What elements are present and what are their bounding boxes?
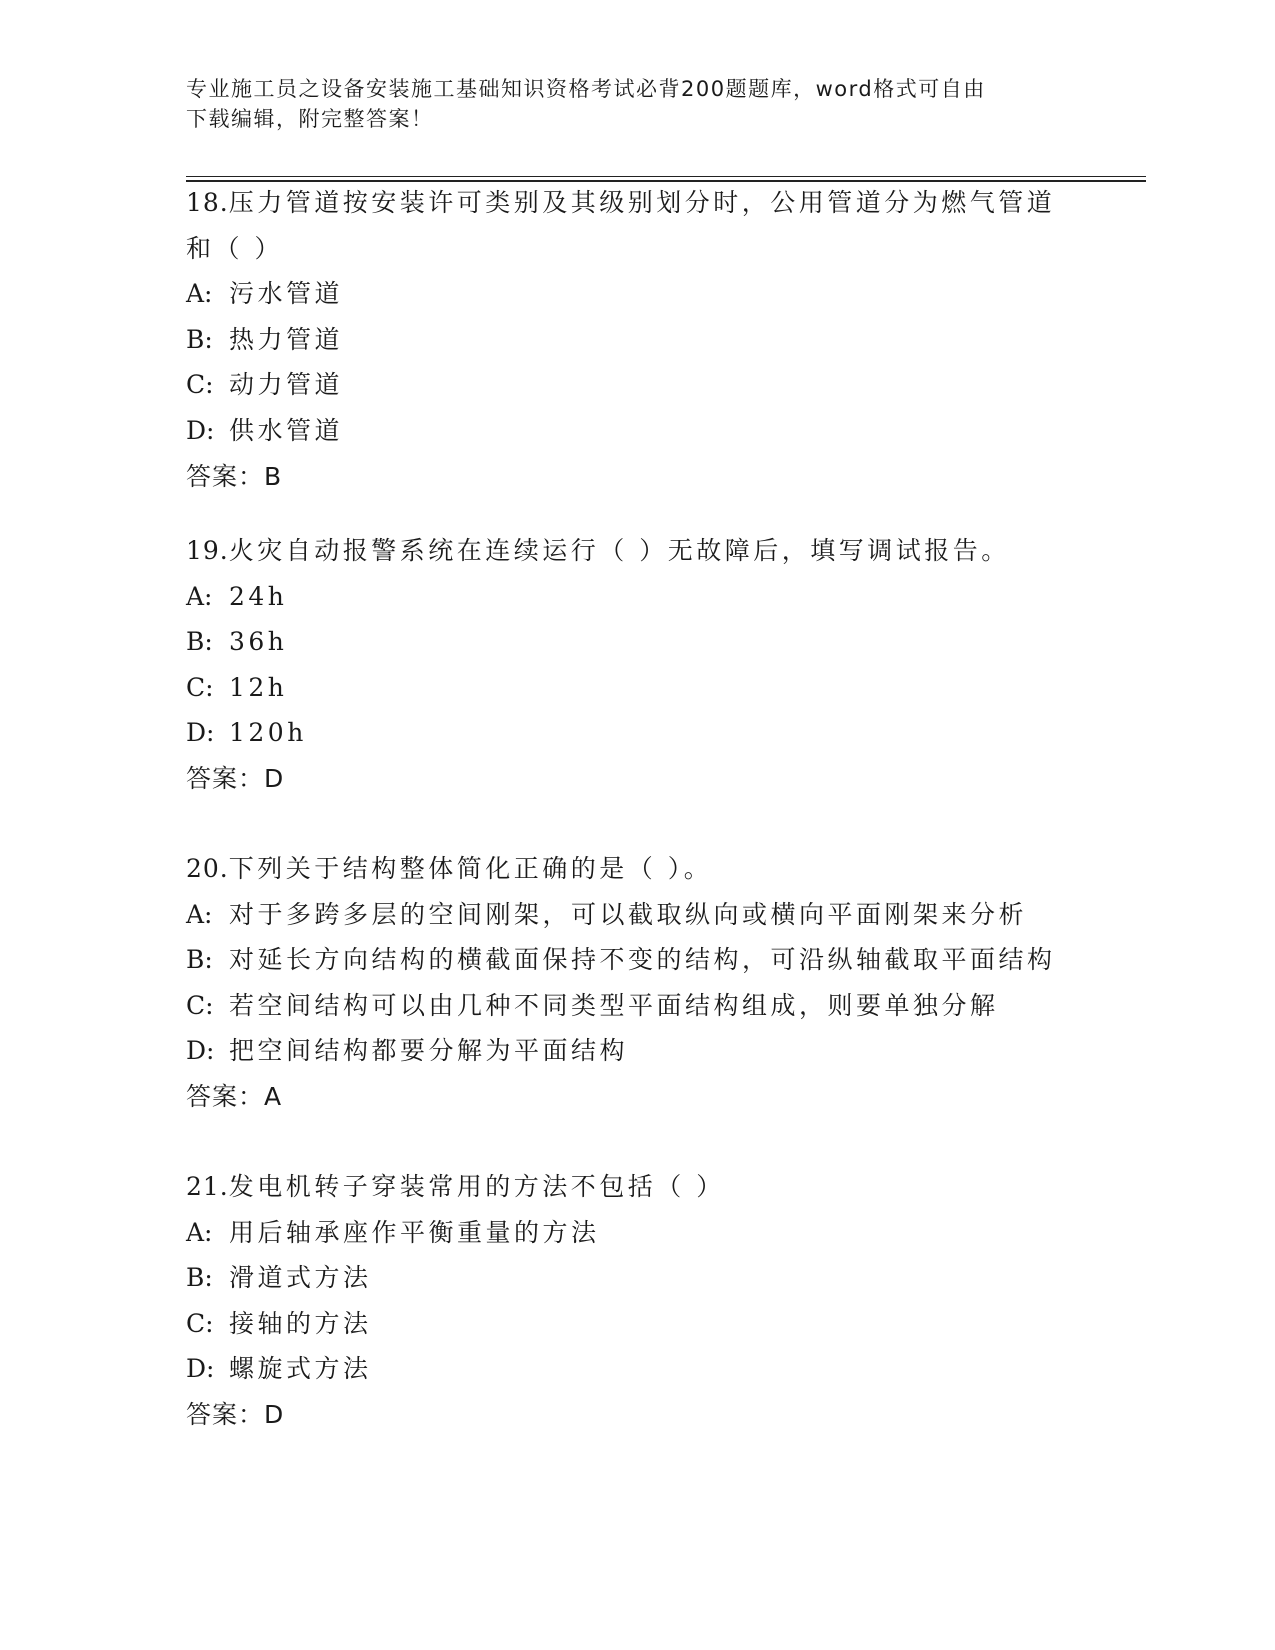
question-19: [186, 528, 1086, 802]
option-text: 24h: [229, 581, 288, 611]
option-text: 若空间结构可以由几种不同类型平面结构组成，则要单独分解: [229, 990, 999, 1020]
option-text: 热力管道: [229, 324, 344, 354]
option-d: [186, 1028, 1086, 1074]
question-number: 19.: [186, 536, 229, 565]
option-a: [186, 574, 1086, 620]
question-number: 20.: [186, 854, 229, 883]
option-c: [186, 1301, 1086, 1347]
option-letter: B:: [186, 627, 213, 657]
option-text: 把空间结构都要分解为平面结构: [229, 1036, 629, 1066]
answer: 答案：D: [186, 1399, 285, 1429]
question-number: 21.: [186, 1172, 229, 1201]
option-letter: B:: [186, 1263, 213, 1293]
option-letter: C:: [186, 1308, 214, 1338]
option-text: 120h: [229, 718, 307, 748]
header-divider-thin: [186, 176, 1146, 177]
question-stem-text: 发电机转子穿装常用的方法不包括（ ）: [228, 1172, 725, 1201]
question-18: [186, 180, 1086, 499]
option-c: [186, 665, 1086, 711]
option-text: 对于多跨多层的空间刚架，可以截取纵向或横向平面刚架来分析: [229, 899, 1028, 929]
answer: 答案：B: [186, 461, 283, 491]
question-21: [186, 1164, 1086, 1438]
option-text: 污水管道: [229, 279, 344, 309]
option-text: 动力管道: [229, 370, 344, 400]
option-text: 36h: [229, 627, 288, 657]
question-stem-text: 火灾自动报警系统在连续运行（ ）无故障后，填写调试报告。: [228, 536, 1010, 565]
option-a: [186, 271, 1086, 317]
option-b: [186, 1255, 1086, 1301]
question-stem: [186, 528, 1086, 574]
option-d: [186, 408, 1086, 454]
question-20: [186, 846, 1086, 1120]
header-line-2: 下载编辑，附完整答案！: [186, 107, 434, 131]
question-stem: [186, 846, 1086, 892]
document-header: [186, 74, 1086, 134]
option-text: 螺旋式方法: [229, 1354, 372, 1384]
option-letter: D:: [186, 1036, 215, 1066]
question-stem-continued: 和（ ）: [186, 233, 283, 263]
option-c: [186, 983, 1086, 1029]
question-stem: [186, 1164, 1086, 1210]
option-letter: D:: [186, 718, 215, 748]
question-stem-text: 压力管道按安装许可类别及其级别划分时，公用管道分为燃气管道: [228, 188, 1056, 217]
option-letter: C:: [186, 672, 214, 702]
option-letter: B:: [186, 945, 213, 975]
option-letter: C:: [186, 370, 214, 400]
option-b: [186, 937, 1086, 983]
option-b: [186, 317, 1086, 363]
option-letter: C:: [186, 990, 214, 1020]
option-text: 滑道式方法: [229, 1263, 372, 1293]
option-a: [186, 1210, 1086, 1256]
header-line-1: 专业施工员之设备安装施工基础知识资格考试必背200题题库，word格式可自由: [186, 77, 986, 101]
answer: 答案：A: [186, 1081, 283, 1111]
option-d: [186, 1346, 1086, 1392]
option-letter: D:: [186, 415, 215, 445]
answer: 答案：D: [186, 763, 285, 793]
option-letter: B:: [186, 324, 213, 354]
option-letter: A:: [186, 899, 213, 929]
option-d: [186, 710, 1086, 756]
option-text: 接轴的方法: [229, 1308, 372, 1338]
option-c: [186, 362, 1086, 408]
option-text: 用后轴承座作平衡重量的方法: [229, 1217, 600, 1247]
question-stem: [186, 180, 1086, 226]
option-letter: D:: [186, 1354, 215, 1384]
option-a: [186, 892, 1086, 938]
option-text: 12h: [229, 672, 288, 702]
question-number: 18.: [186, 188, 229, 217]
option-letter: A:: [186, 279, 213, 309]
option-letter: A:: [186, 1217, 213, 1247]
question-stem-text: 下列关于结构整体简化正确的是（ ）。: [228, 854, 713, 883]
option-text: 供水管道: [229, 415, 344, 445]
option-b: [186, 619, 1086, 665]
option-text: 对延长方向结构的横截面保持不变的结构，可沿纵轴截取平面结构: [229, 945, 1056, 975]
option-letter: A:: [186, 581, 213, 611]
